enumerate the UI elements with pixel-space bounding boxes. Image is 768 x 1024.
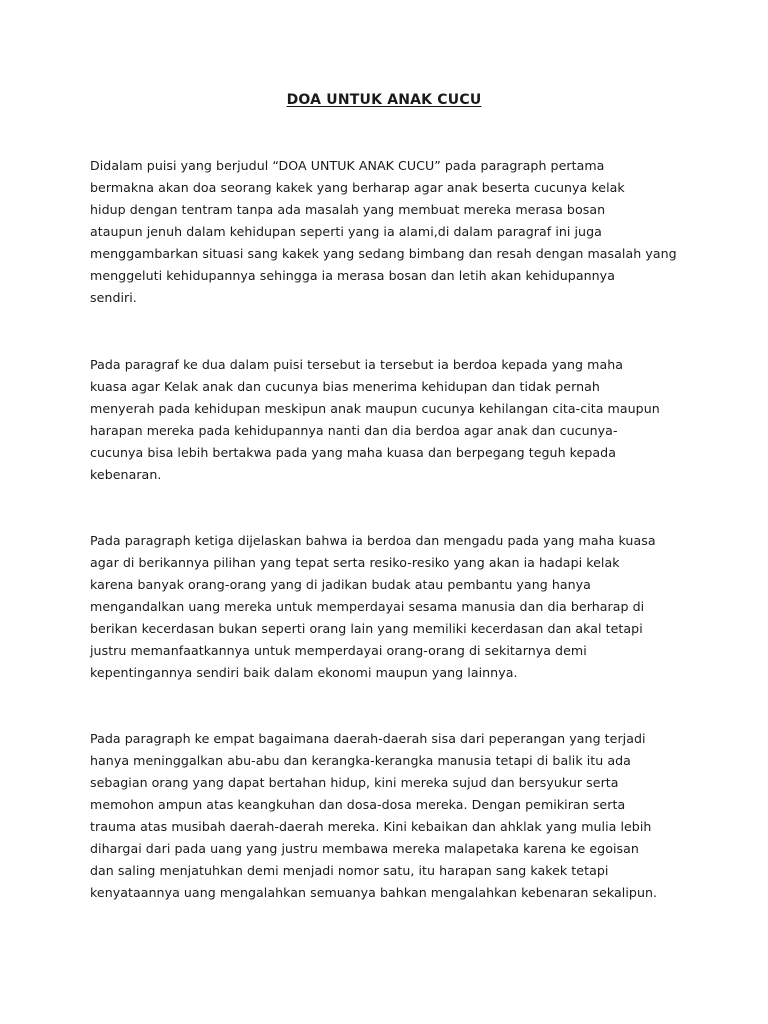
paragraph-line: berikan kecerdasan bukan seperti orang lain yang memiliki kecerdasan dan akal tetapi	[90, 621, 643, 636]
paragraph-line: harapan mereka pada kehidupannya nanti dan dia berdoa agar anak dan cucunya-	[90, 423, 618, 438]
paragraph-line: hidup dengan tentram tanpa ada masalah yang membuat mereka merasa bosan	[90, 202, 606, 217]
paragraph-line: menyerah pada kehidupan meskipun anak maupun cucunya kehilangan cita-cita maupun	[90, 401, 660, 416]
paragraph-line: menggambarkan situasi sang kakek yang sedang bimbang dan resah dengan masalah yang	[90, 246, 677, 261]
paragraph-line: Pada paragraf ke dua dalam puisi tersebut ia tersebut ia berdoa kepada yang maha	[90, 357, 624, 372]
paragraph-line: dan saling menjatuhkan demi menjadi nomor satu, itu harapan sang kakek tetapi	[90, 863, 609, 878]
paragraph-line: hanya meninggalkan abu-abu dan kerangka-kerangka manusia tetapi di balik itu ada	[90, 753, 631, 768]
paragraph-line: trauma atas musibah daerah-daerah mereka. Kini kebaikan dan ahklak yang mulia lebih	[90, 819, 652, 834]
paragraph-line: Pada paragraph ke empat bagaimana daerah-daerah sisa dari peperangan yang terjadi	[90, 731, 646, 746]
paragraph-line: bermakna akan doa seorang kakek yang berharap agar anak beserta cucunya kelak	[90, 180, 625, 195]
document-title: DOA UNTUK ANAK CUCU	[286, 92, 482, 108]
paragraph-line: cucunya bisa lebih bertakwa pada yang maha kuasa dan berpegang teguh kepada	[90, 445, 616, 460]
paragraph-line: kebenaran.	[90, 467, 162, 482]
paragraph-line: mengandalkan uang mereka untuk memperdayai sesama manusia dan dia berharap di	[90, 599, 645, 614]
paragraph-line: Pada paragraph ketiga dijelaskan bahwa ia berdoa dan mengadu pada yang maha kuasa	[90, 533, 656, 548]
paragraph-3	[90, 530, 676, 684]
paragraph-4	[90, 728, 676, 904]
paragraph-line: agar di berikannya pilihan yang tepat serta resiko-resiko yang akan ia hadapi kelak	[90, 555, 620, 570]
paragraph-line: memohon ampun atas keangkuhan dan dosa-dosa mereka. Dengan pemikiran serta	[90, 797, 626, 812]
paragraph-line: dihargai dari pada uang yang justru membawa mereka malapetaka karena ke egoisan	[90, 841, 639, 856]
paragraph-line: kepentingannya sendiri baik dalam ekonomi maupun yang lainnya.	[90, 665, 518, 680]
paragraph-line: kenyataannya uang mengalahkan semuanya bahkan mengalahkan kebenaran sekalipun.	[90, 885, 658, 900]
paragraph-line: kuasa agar Kelak anak dan cucunya bias menerima kehidupan dan tidak pernah	[90, 379, 600, 394]
paragraph-line: Didalam puisi yang berjudul “DOA UNTUK ANAK CUCU” pada paragraph pertama	[90, 158, 605, 173]
paragraph-1	[90, 155, 676, 309]
paragraph-2	[90, 354, 676, 486]
paragraph-line: menggeluti kehidupannya sehingga ia merasa bosan dan letih akan kehidupannya	[90, 268, 615, 283]
paragraph-line: sendiri.	[90, 290, 137, 305]
paragraph-line: ataupun jenuh dalam kehidupan seperti yang ia alami,di dalam paragraf ini juga	[90, 224, 602, 239]
paragraph-line: karena banyak orang-orang yang di jadikan budak atau pembantu yang hanya	[90, 577, 591, 592]
paragraph-line: justru memanfaatkannya untuk memperdayai orang-orang di sekitarnya demi	[90, 643, 587, 658]
paragraph-line: sebagian orang yang dapat bertahan hidup, kini mereka sujud dan bersyukur serta	[90, 775, 619, 790]
